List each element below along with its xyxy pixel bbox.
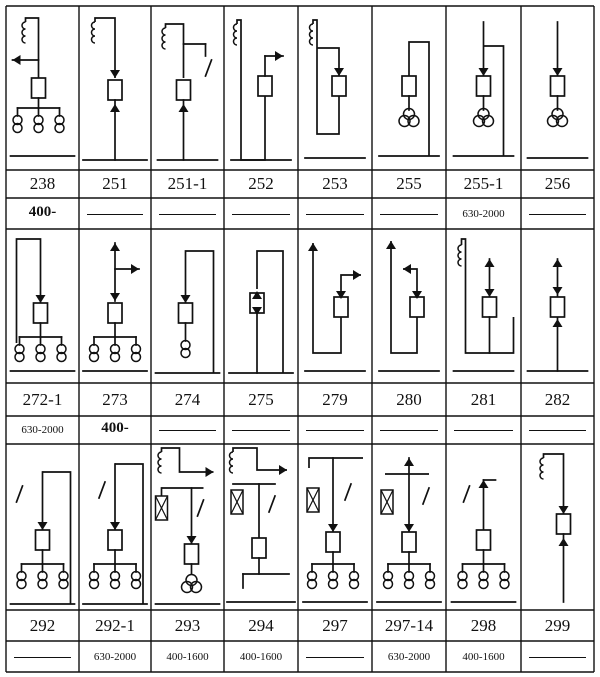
scheme-number-297: 297 [322,615,348,635]
arrow-icon [110,70,120,78]
switch-icon [206,60,212,76]
rated-current-294: 400-1600 [239,650,283,663]
scheme-number-255-1: 255-1 [463,174,504,193]
arrow-icon [485,289,495,297]
scheme-symbol-256 [528,22,588,158]
scheme-symbol-275 [229,251,293,373]
scheme-number-238: 238 [29,174,56,193]
arrow-icon [308,243,318,251]
arrow-icon [13,55,21,65]
rated-current-297-14: 630-2000 [387,650,431,663]
transformer-icon [132,345,141,362]
wire [309,458,363,468]
switch-icon [17,486,23,502]
fuse-icon [307,488,319,512]
arrow-icon [110,522,120,530]
rated-current-blank-274 [159,430,216,431]
rated-current-blank-280 [380,430,438,431]
breaker-icon [34,303,48,323]
scheme-number-253: 253 [322,174,348,193]
breaker-icon [402,76,416,96]
transformer-icon [426,572,435,589]
scheme-number-281: 281 [470,389,497,409]
arrow-icon [553,287,563,295]
breaker-icon [36,530,50,550]
wire [17,239,41,343]
arrow-icon [404,458,414,466]
breaker-icon [477,76,491,96]
surge-arrester-icon [310,24,314,45]
arrow-icon [559,506,569,514]
transformer-icon [458,572,467,589]
rated-current-blank-256 [529,214,586,215]
transformer-icon [13,116,22,133]
arrow-icon [334,68,344,76]
wire [95,18,115,78]
transformer-icon [36,345,45,362]
surge-arrester-icon [234,24,238,45]
scheme-symbol-292-1 [83,464,147,604]
scheme-number-297-14: 297-14 [384,615,434,635]
voltage-transformer-icon [399,109,419,127]
scheme-number-252: 252 [248,174,274,193]
breaker-icon [551,297,565,317]
transformer-icon [479,572,488,589]
surge-arrester-icon [92,22,95,43]
scheme-symbol-293 [156,448,220,604]
scheme-symbol-299 [540,454,571,602]
surge-arrester-icon [540,458,544,479]
arrow-icon [206,467,214,477]
scheme-symbol-292 [11,472,75,604]
scheme-symbol-251 [83,18,147,160]
breaker-icon [334,297,348,317]
switch-icon [464,486,470,502]
scheme-number-280: 280 [396,389,422,409]
transformer-icon [350,572,359,589]
arrow-icon [403,264,411,274]
scheme-symbol-282 [528,259,588,371]
breaker-icon [179,303,193,323]
rated-current-blank-252 [232,214,290,215]
transformer-icon [384,572,393,589]
wire [484,46,504,156]
voltage-transformer-icon [182,575,202,593]
switch-icon [269,496,275,512]
breaker-icon [32,78,46,98]
transformer-icon [15,345,24,362]
breaker-icon [326,532,340,552]
fuse-icon [231,490,243,514]
breaker-icon [108,80,122,100]
scheme-number-282: 282 [544,389,571,409]
transformer-icon [34,116,43,133]
scheme-number-279: 279 [322,389,348,409]
arrow-icon [36,295,46,303]
scheme-symbol-253 [305,20,365,158]
transformer-icon [111,345,120,362]
rated-current-273: 400- [101,420,129,436]
voltage-transformer-icon [548,109,568,127]
arrow-icon [553,259,563,267]
rated-current-blank-279 [306,430,364,431]
transformer-icon [17,572,26,589]
rated-current-298: 400-1600 [462,650,505,663]
wire [462,239,514,353]
scheme-number-272-1: 272-1 [22,389,63,409]
arrow-icon [110,104,120,112]
rated-current-blank-299 [529,657,586,658]
arrow-icon [131,264,139,274]
transformer-icon [90,345,99,362]
arrow-icon [479,480,489,488]
arrow-icon [559,538,569,546]
arrow-icon [353,270,361,280]
breaker-icon [108,530,122,550]
transformer-icon [90,572,99,589]
scheme-symbol-279 [305,243,365,371]
transformer-icon [55,116,64,133]
wire [317,48,339,76]
surge-arrester-icon [22,22,25,43]
scheme-symbol-274 [156,251,220,373]
fuse-icon [156,496,168,520]
rated-current-292-1: 630-2000 [93,650,137,663]
rated-current-blank-275 [232,430,290,431]
rated-current-272-1: 630-2000 [21,424,64,436]
scheme-number-274: 274 [174,389,201,409]
breaker-icon [177,80,191,100]
scheme-number-298: 298 [470,615,497,635]
scheme-number-293: 293 [174,615,201,635]
wire [233,448,287,470]
surge-arrester-icon [162,28,165,49]
breaker-icon [410,297,424,317]
arrow-icon [275,51,283,61]
switch-icon [345,484,351,500]
transformer-icon [500,572,509,589]
surge-arrester-icon [158,452,161,473]
transformer-icon [132,572,141,589]
arrow-icon [479,68,489,76]
scheme-symbol-251-1 [158,24,218,160]
breaker-icon [477,530,491,550]
scheme-number-255: 255 [396,174,422,193]
switch-icon [198,500,204,516]
scheme-symbol-297 [303,458,367,602]
transformer-icon [59,572,68,589]
scheme-number-299: 299 [544,615,571,635]
breaker-icon [557,514,571,534]
transformer-icon [57,345,66,362]
transformer-icon [308,572,317,589]
arrow-icon [404,524,414,532]
voltage-transformer-icon [474,109,494,127]
transformer-icon [181,341,190,358]
arrow-icon [187,536,197,544]
scheme-number-294: 294 [248,615,274,635]
scheme-symbol-298 [452,480,516,602]
rated-current-293: 400-1600 [166,650,209,663]
transformer-icon [405,572,414,589]
scheme-number-256: 256 [544,174,571,193]
arrow-icon [181,295,191,303]
rated-current-blank-255 [380,214,438,215]
arrow-icon [110,293,120,301]
rated-current-238: 400- [28,203,57,220]
scheme-number-251-1: 251-1 [167,174,208,193]
breaker-icon [258,76,272,96]
rated-current-blank-251-1 [159,214,216,215]
rated-current-255-1: 630-2000 [462,207,505,220]
wire [544,454,564,514]
switch-icon [99,482,105,498]
surge-arrester-icon [458,245,462,266]
rated-current-blank-251 [87,214,143,215]
rated-current-blank-297 [306,657,364,658]
scheme-symbol-272-1 [11,239,75,371]
scheme-symbol-297-14 [377,458,441,602]
breaker-icon [402,532,416,552]
scheme-symbol-281 [454,239,514,371]
wire [26,18,39,78]
surge-arrester-icon [230,452,233,473]
scheme-number-275: 275 [248,389,274,409]
scheme-symbol-255 [379,42,439,156]
breaker-icon [252,538,266,558]
arrow-icon [553,319,563,327]
breaker-icon [483,297,497,317]
transformer-icon [111,572,120,589]
scheme-symbol-294 [227,448,295,602]
scheme-symbol-255-1 [454,22,514,156]
scheme-number-273: 273 [102,389,128,409]
rated-current-blank-292 [14,657,71,658]
arrow-icon [485,259,495,267]
scheme-number-292-1: 292-1 [95,615,135,635]
wire [166,24,184,78]
switch-icon [423,488,429,504]
transformer-icon [38,572,47,589]
scheme-symbol-252 [231,20,291,160]
wire [409,42,429,156]
arrow-icon [38,522,48,530]
rated-current-blank-282 [529,430,586,431]
fuse-icon [381,490,393,514]
arrow-icon [279,465,287,475]
scheme-symbol-273 [83,243,147,371]
arrow-icon [110,243,120,251]
transformer-icon [329,572,338,589]
arrow-icon [553,68,563,76]
scheme-symbol-280 [379,241,439,371]
breaker-icon [551,76,565,96]
scheme-symbol-238 [11,18,75,156]
scheme-number-292: 292 [29,615,56,635]
rated-current-blank-253 [306,214,364,215]
scheme-number-251: 251 [102,174,128,193]
breaker-icon [108,303,122,323]
breaker-icon [185,544,199,564]
arrow-icon [179,104,189,112]
breaker-icon [332,76,346,96]
arrow-icon [386,241,396,249]
rated-current-blank-281 [454,430,513,431]
arrow-icon [328,524,338,532]
